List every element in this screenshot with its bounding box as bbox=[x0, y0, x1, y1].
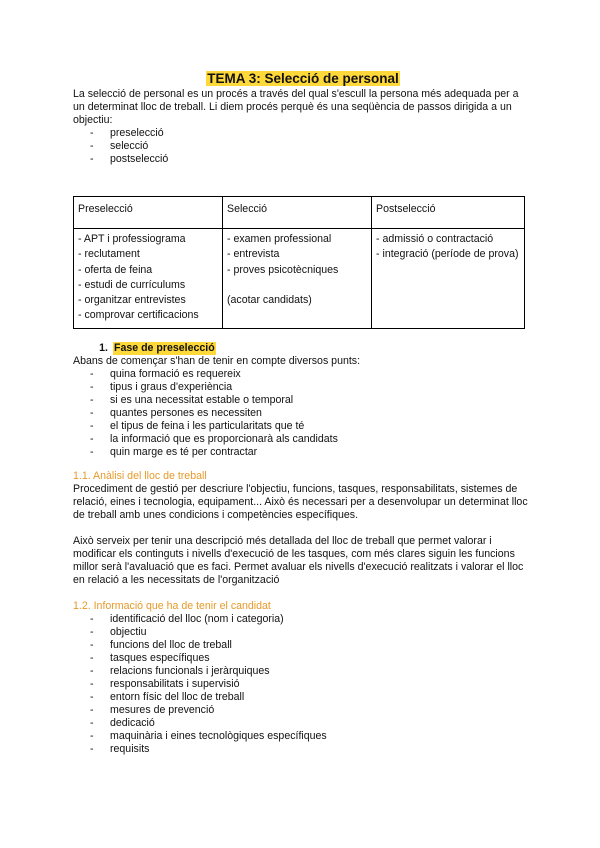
list-item: - selecció bbox=[73, 140, 533, 153]
section-1-1-paragraph-2: Això serveix per tenir una descripció més detallada del lloc de treball que permet valorar i modificar els continguts i nivells d'execució de les tasques, com més clares siguin les funcions millor serà l'avaluació que es faci. Permet avaluar els nivells d'execució realitzats i valorar el lloc en relació a les necessitats de l'organització bbox=[73, 534, 524, 586]
phases-table bbox=[73, 196, 525, 329]
list-item: - maquinària i eines tecnològiques específiques bbox=[73, 730, 533, 743]
list-item: - objectiu bbox=[73, 626, 533, 639]
list-item: - si es una necessitat estable o temporal bbox=[73, 394, 533, 407]
intro-list bbox=[73, 127, 533, 166]
list-item: - requisits bbox=[73, 743, 533, 756]
page-title: TEMA 3: Selecció de personal bbox=[207, 71, 399, 86]
list-item: - el tipus de feina i les particularitats que té bbox=[73, 420, 533, 433]
list-item: - tasques específiques bbox=[73, 652, 533, 665]
list-item: - la informació que es proporcionarà als candidats bbox=[73, 433, 533, 446]
table-header-seleccio: Selecció bbox=[223, 197, 372, 229]
document-page bbox=[73, 70, 533, 756]
list-item: - funcions del lloc de treball bbox=[73, 639, 533, 652]
list-item: - entorn físic del lloc de treball bbox=[73, 691, 533, 704]
section-1-heading: 1. Fase de preselecció bbox=[99, 341, 215, 354]
list-item: - responsabilitats i supervisió bbox=[73, 678, 533, 691]
list-item: - postselecció bbox=[73, 153, 533, 166]
table-cell-postseleccio: - admissió o contractació - integració (període de prova) bbox=[372, 229, 525, 329]
section-1-2-list bbox=[73, 613, 533, 756]
section-1-2-heading: 1.2. Informació que ha de tenir el candidat bbox=[73, 599, 271, 612]
list-item: - quina formació es requereix bbox=[73, 368, 533, 381]
table-header-postseleccio: Postselecció bbox=[372, 197, 525, 229]
list-item: - quantes persones es necessiten bbox=[73, 407, 533, 420]
list-item: - identificació del lloc (nom i categoria) bbox=[73, 613, 533, 626]
list-item: - tipus i graus d'experiència bbox=[73, 381, 533, 394]
section-1-1-paragraph-1: Procediment de gestió per descriure l'objectiu, funcions, tasques, responsabilitats, sistemes de relació, eines i tecnologia, equipament... Això és necessari per a desenvolupar un determinat lloc de treball amb unes condicions i competències específiques. bbox=[73, 482, 528, 521]
section-1-list bbox=[73, 368, 533, 459]
table-cell-seleccio: - examen professional - entrevista - proves psicotècniques (acotar candidats) bbox=[223, 229, 372, 329]
list-item: - relacions funcionals i jeràrquiques bbox=[73, 665, 533, 678]
list-item: - quin marge es té per contractar bbox=[73, 446, 533, 459]
section-1-1-heading: 1.1. Anàlisi del lloc de treball bbox=[73, 469, 207, 482]
list-item: - mesures de prevenció bbox=[73, 704, 533, 717]
list-item: - dedicació bbox=[73, 717, 533, 730]
table-cell-preseleccio: - APT i professiograma - reclutament - oferta de feina - estudi de currículums - organitzar entrevistes - comprovar certificacions bbox=[74, 229, 223, 329]
list-item: - preselecció bbox=[73, 127, 533, 140]
table-header-preseleccio: Preselecció bbox=[74, 197, 223, 229]
intro-paragraph: La selecció de personal es un procés a través del qual s'escull la persona més adequada per a un determinat lloc de treball. Li diem procés perquè és una seqüència de passos dirigida a un objectiu: bbox=[73, 88, 519, 126]
section-1-intro: Abans de començar s'han de tenir en compte diversos punts: bbox=[73, 354, 361, 367]
